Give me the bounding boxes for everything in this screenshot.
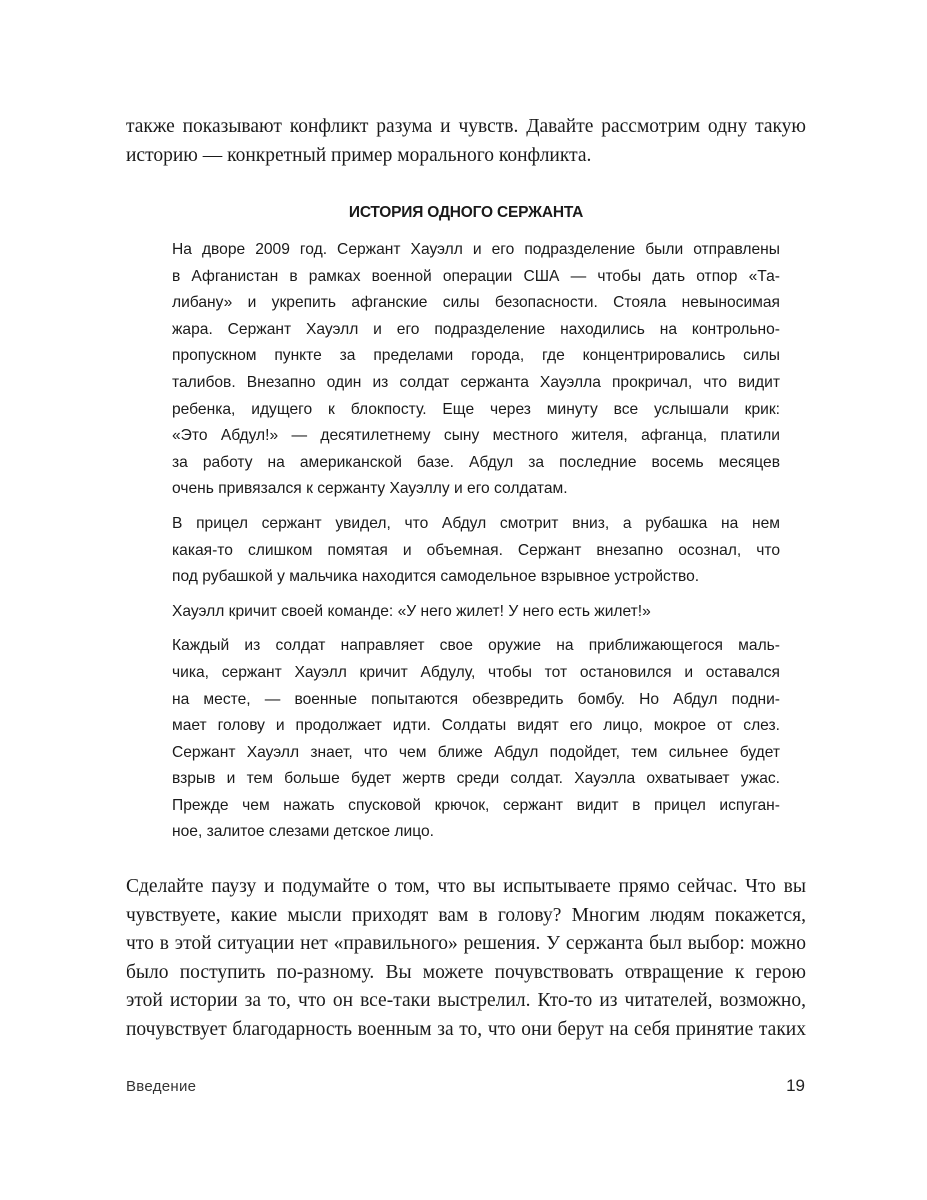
text-line: в Афганистан в рамках военной операции США — чтобы дать отпор «Та- [172, 267, 780, 285]
text-line: взрыв и тем больше будет жертв среди солдат. Хауэлла охватывает ужас. [172, 770, 780, 788]
text-line: за работу на американской базе. Абдул за последние восемь месяцев [172, 453, 780, 471]
text-line: Прежде чем нажать спусковой крючок, сержант видит в прицел испуган- [172, 796, 780, 814]
text-line: пропускном пункте за пределами города, где концентрировались силы [172, 347, 780, 365]
text-line: мает голову и продолжает идти. Солдаты видят его лицо, мокрое от слез. [172, 717, 780, 735]
text-line: На дворе 2009 год. Сержант Хауэлл и его подразделение были отправлены [172, 241, 780, 258]
text-line: на месте, — военные попытаются обезвредить бомбу. Но Абдул подни- [172, 690, 780, 708]
text-line: историю — конкретный пример морального конфликта. [126, 144, 592, 166]
intro-paragraph [126, 113, 806, 170]
text-line: какая-то слишком помятая и объемная. Сержант внезапно осознал, что [172, 541, 780, 559]
text-line: Хауэлл кричит своей команде: «У него жилет! У него есть жилет!» [172, 602, 651, 620]
story-paragraph [172, 511, 780, 591]
footer-section-title: Введение [126, 1078, 197, 1095]
text-line: почувствует благодарность военным за то, что они берут на себя принятие таких [126, 1018, 806, 1040]
text-line: В прицел сержант увидел, что Абдул смотрит вниз, а рубашка на нем [172, 514, 780, 532]
outro-paragraph [126, 873, 806, 1045]
story-paragraph [172, 237, 780, 503]
text-line: чика, сержант Хауэлл кричит Абдулу, чтобы тот остановился и оставался [172, 663, 780, 681]
text-line: «Это Абдул!» — десятилетнему сыну местного жителя, афганца, платили [172, 427, 780, 445]
text-line: также показывают конфликт разума и чувств. Давайте рассмотрим одну такую [126, 116, 806, 137]
page-number: 19 [786, 1076, 805, 1095]
text-line: что в этой ситуации нет «правильного» решения. У сержанта был выбор: можно [126, 933, 806, 955]
text-line: ребенка, идущего к блокпосту. Еще через минуту все услышали крик: [172, 400, 780, 418]
text-line: Сержант Хауэлл знает, что чем ближе Абдул подойдет, тем сильнее будет [172, 743, 780, 761]
text-line: под рубашкой у мальчика находится самодельное взрывное устройство. [172, 568, 700, 586]
text-line: Сделайте паузу и подумайте о том, что вы испытываете прямо сейчас. Что вы [126, 876, 806, 897]
story-box [172, 237, 780, 854]
text-line: либану» и укрепить афганские силы безопасности. Стояла невыносимая [172, 294, 780, 312]
text-line: было поступить по-разному. Вы можете почувствовать отвращение к герою [126, 961, 806, 983]
story-paragraph [172, 599, 780, 626]
text-line: жара. Сержант Хауэлл и его подразделение находились на контрольно- [172, 320, 780, 338]
text-line: чувствуете, какие мысли приходят вам в голову? Многим людям покажется, [126, 904, 806, 926]
text-line: Каждый из солдат направляет свое оружие на приближающегося маль- [172, 637, 780, 655]
section-heading: ИСТОРИЯ ОДНОГО СЕРЖАНТА [348, 204, 584, 221]
text-line: очень привязался к сержанту Хауэллу и его солдатам. [172, 480, 568, 498]
text-line: этой истории за то, что он все-таки выстрелил. Кто-то из читателей, возможно, [126, 990, 806, 1012]
text-line: ное, залитое слезами детское лицо. [172, 823, 434, 841]
story-paragraph [172, 633, 780, 846]
text-line: талибов. Внезапно один из солдат сержанта Хауэлла прокричал, что видит [172, 373, 780, 391]
